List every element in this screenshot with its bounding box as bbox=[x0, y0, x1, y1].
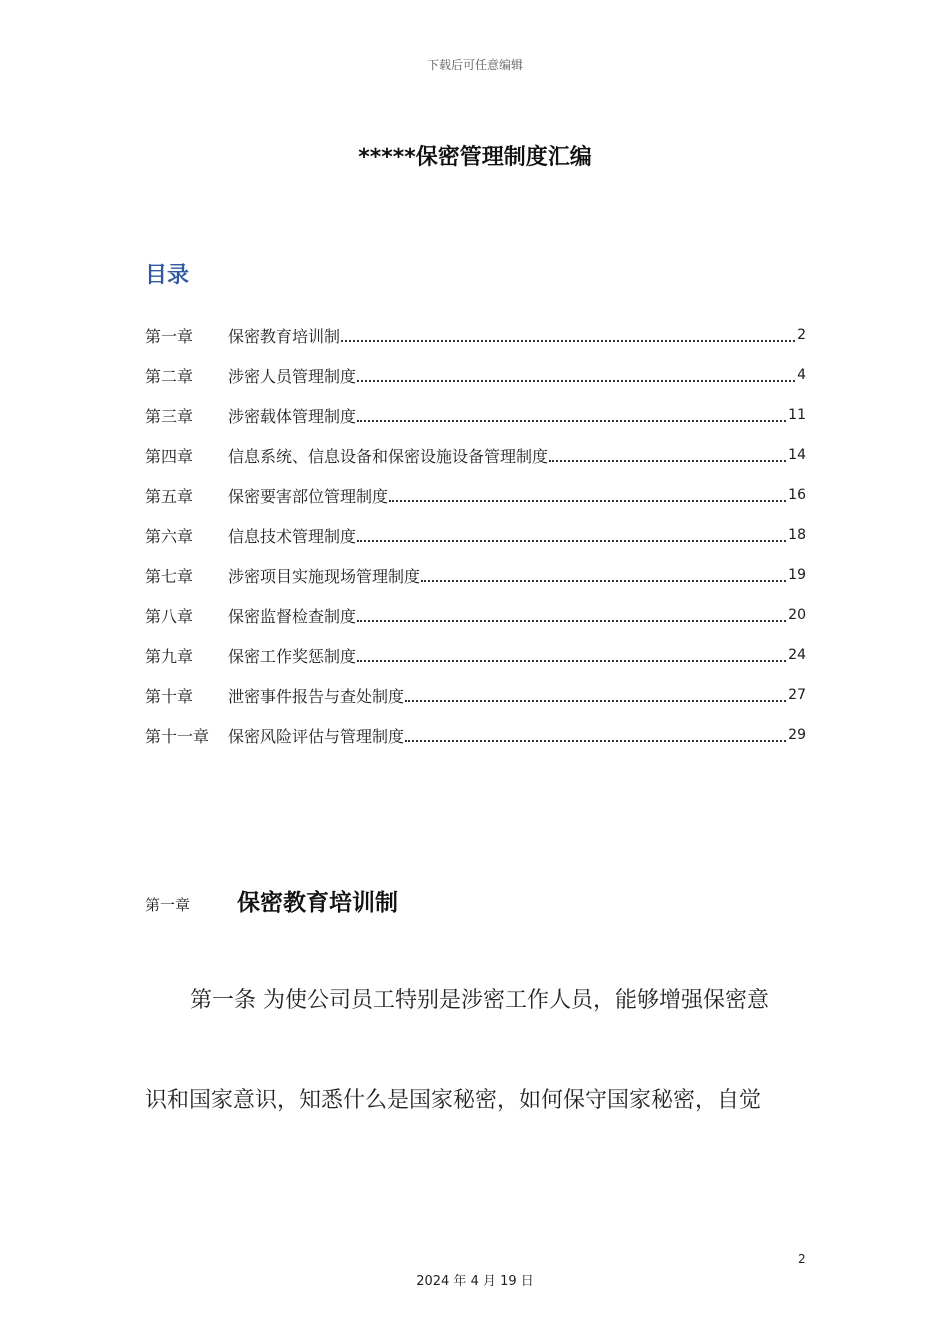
toc-page-number: 4 bbox=[797, 367, 806, 383]
toc-entry-title: 保密工作奖惩制度 bbox=[228, 646, 357, 666]
toc-entry-6[interactable] bbox=[145, 515, 806, 555]
toc-chapter-number: 第一章 bbox=[145, 326, 194, 346]
toc-dot-leader bbox=[357, 539, 786, 542]
toc-page-number: 24 bbox=[788, 647, 806, 663]
body-paragraph-line: 第一条 为使公司员工特别是涉密工作人员，能够增强保密意 bbox=[190, 988, 769, 1013]
toc-chapter-number: 第六章 bbox=[145, 526, 194, 546]
toc-chapter-number: 第八章 bbox=[145, 606, 194, 626]
toc-entry-3[interactable] bbox=[145, 395, 806, 435]
toc-entry-title: 涉密人员管理制度 bbox=[228, 366, 357, 386]
toc-heading: 目录 bbox=[145, 263, 190, 288]
document-title: *****保密管理制度汇编 bbox=[358, 145, 592, 170]
toc-chapter-number: 第五章 bbox=[145, 486, 194, 506]
toc-chapter-number: 第四章 bbox=[145, 446, 194, 466]
toc-page-number: 16 bbox=[788, 487, 806, 503]
header-note: 下载后可任意编辑 bbox=[426, 58, 523, 72]
toc-page-number: 20 bbox=[788, 607, 806, 623]
body-paragraph-line: 识和国家意识，知悉什么是国家秘密，如何保守国家秘密，自觉 bbox=[145, 1088, 762, 1113]
toc-entry-1[interactable] bbox=[145, 315, 806, 355]
toc-page-number: 18 bbox=[788, 527, 806, 543]
toc-entry-title: 涉密载体管理制度 bbox=[228, 406, 357, 426]
chapter-title: 保密教育培训制 bbox=[237, 890, 398, 916]
table-of-contents bbox=[145, 315, 806, 755]
toc-chapter-number: 第七章 bbox=[145, 566, 194, 586]
toc-chapter-number: 第九章 bbox=[145, 646, 194, 666]
toc-chapter-number: 第三章 bbox=[145, 406, 194, 426]
toc-entry-title: 保密监督检查制度 bbox=[228, 606, 357, 626]
toc-entry-4[interactable] bbox=[145, 435, 806, 475]
toc-entry-title: 涉密项目实施现场管理制度 bbox=[228, 566, 421, 586]
footer-date: 2024 年 4 月 19 日 bbox=[416, 1274, 534, 1289]
toc-chapter-number: 第十章 bbox=[145, 686, 194, 706]
toc-dot-leader bbox=[389, 499, 786, 502]
toc-entry-8[interactable] bbox=[145, 595, 806, 635]
toc-entry-title: 保密教育培训制 bbox=[228, 326, 341, 346]
toc-dot-leader bbox=[405, 739, 786, 742]
page-number: 2 bbox=[798, 1252, 806, 1266]
toc-page-number: 19 bbox=[788, 567, 806, 583]
toc-chapter-number: 第二章 bbox=[145, 366, 194, 386]
toc-entry-title: 信息技术管理制度 bbox=[228, 526, 357, 546]
chapter-number: 第一章 bbox=[145, 896, 191, 914]
toc-entry-title: 保密风险评估与管理制度 bbox=[228, 726, 405, 746]
toc-dot-leader bbox=[549, 459, 786, 462]
toc-dot-leader bbox=[405, 699, 786, 702]
toc-page-number: 14 bbox=[788, 447, 806, 463]
toc-entry-7[interactable] bbox=[145, 555, 806, 595]
toc-entry-9[interactable] bbox=[145, 635, 806, 675]
toc-entry-11[interactable] bbox=[145, 715, 806, 755]
toc-entry-10[interactable] bbox=[145, 675, 806, 715]
toc-dot-leader bbox=[357, 619, 786, 622]
toc-dot-leader bbox=[421, 579, 786, 582]
chapter-heading bbox=[145, 884, 398, 917]
toc-entry-title: 保密要害部位管理制度 bbox=[228, 486, 389, 506]
toc-entry-title: 泄密事件报告与查处制度 bbox=[228, 686, 405, 706]
toc-entry-5[interactable] bbox=[145, 475, 806, 515]
toc-entry-2[interactable] bbox=[145, 355, 806, 395]
toc-dot-leader bbox=[341, 339, 795, 342]
toc-chapter-number: 第十一章 bbox=[145, 726, 210, 746]
toc-page-number: 2 bbox=[797, 327, 806, 343]
toc-page-number: 11 bbox=[788, 407, 806, 423]
toc-entry-title: 信息系统、信息设备和保密设施设备管理制度 bbox=[228, 446, 549, 466]
toc-dot-leader bbox=[357, 419, 786, 422]
toc-dot-leader bbox=[357, 379, 795, 382]
toc-page-number: 29 bbox=[788, 727, 806, 743]
toc-page-number: 27 bbox=[788, 687, 806, 703]
toc-dot-leader bbox=[357, 659, 786, 662]
